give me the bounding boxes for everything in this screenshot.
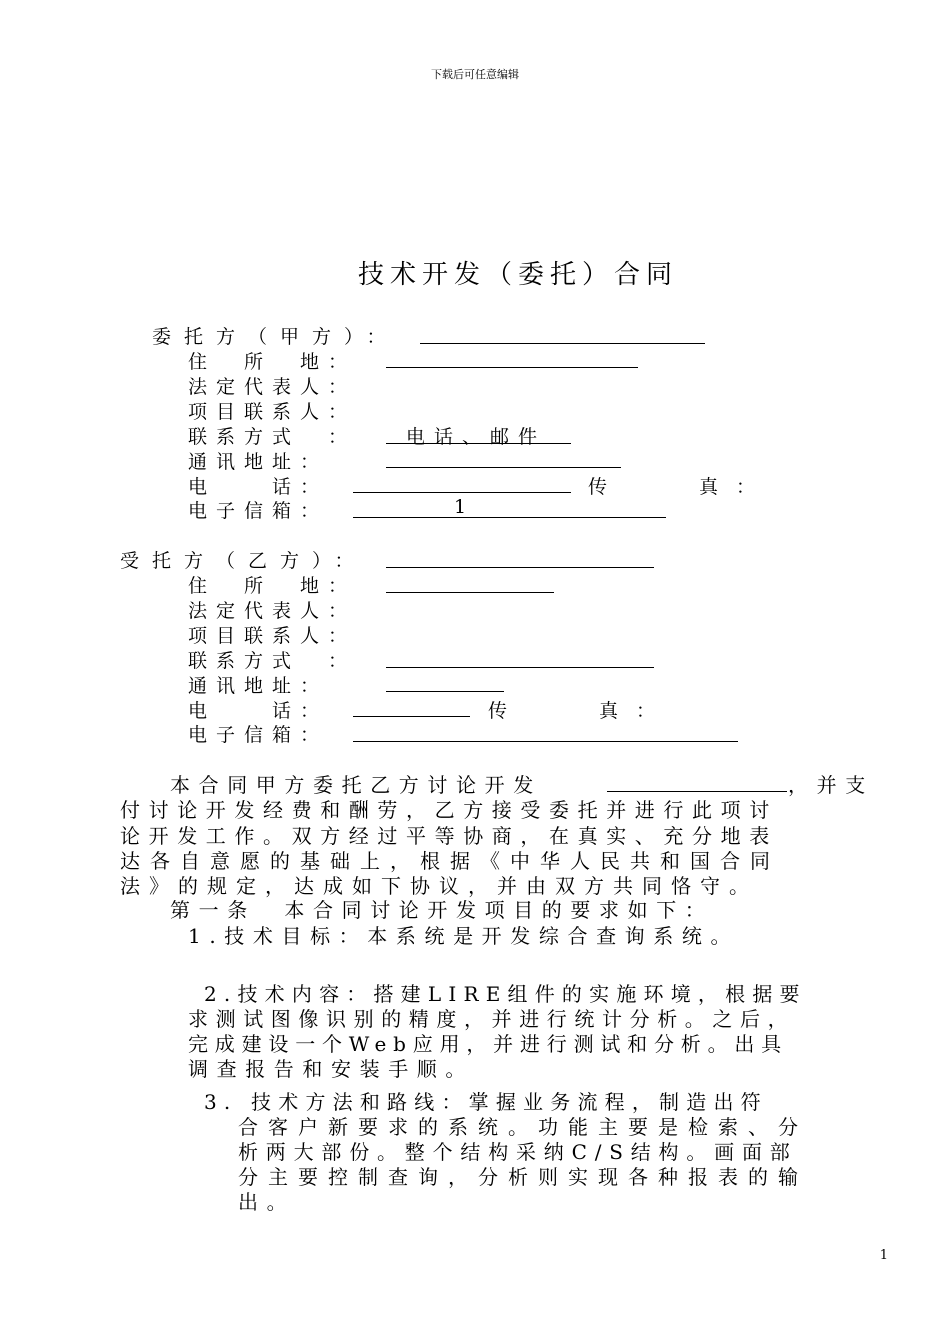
article-1-item-2-line-2: 求测试图像识别的精度，并进行统计分析。之后， [188, 1007, 796, 1031]
page-number: 1 [879, 1248, 888, 1263]
article-1-heading: 第一条 本合同讨论开发项目的要求如下： [170, 898, 714, 922]
party-a-address-label: 住 所 地： [188, 351, 357, 373]
party-a-method-label: 联系方式 ： [188, 426, 357, 448]
party-a-mail-label: 通讯地址： [188, 451, 329, 473]
party-b-rep-label: 法定代表人： [188, 600, 357, 622]
party-b-mail-label: 通讯地址： [188, 675, 329, 697]
article-1-item-3-line-3: 析两大部份。整个结构采纳C/S结构。画面部 [238, 1140, 798, 1164]
party-b-heading: 受托方（乙方）： [120, 550, 367, 572]
party-b-contact-label: 项目联系人： [188, 625, 357, 647]
party-a-fax-label: 传 真： [588, 476, 774, 498]
intro-line-1-end: ，并支 [788, 773, 874, 797]
intro-line-2: 付讨论开发经费和酬劳，乙方接受委托并进行此项讨 [120, 798, 778, 822]
party-b-method-line [386, 667, 654, 668]
article-1-item-3-line-1: 3. 技术方法和路线：掌握业务流程，制造出符 [204, 1090, 768, 1114]
project-name-line [607, 791, 787, 792]
party-a-email-line [353, 517, 666, 518]
party-a-mail-line [386, 467, 621, 468]
party-a-contact-label: 项目联系人： [188, 401, 357, 423]
party-b-address-label: 住 所 地： [188, 575, 357, 597]
party-b-name-line [386, 567, 654, 568]
article-1-item-2-line-1: 2.技术内容：搭建LIRE组件的实施环境，根据要 [204, 982, 807, 1006]
party-a-method-line [386, 443, 571, 444]
party-b-email-label: 电子信箱： [188, 724, 329, 746]
party-a-rep-label: 法定代表人： [188, 376, 357, 398]
intro-line-4: 达各自意愿的基础上，根据《中华人民共和国合同 [120, 849, 780, 873]
party-b-address-line [386, 592, 554, 593]
party-b-phone-line [353, 716, 470, 717]
party-b-email-line [353, 741, 738, 742]
party-b-method-label: 联系方式 ： [188, 650, 357, 672]
party-b-fax-label: 传 真： [488, 700, 674, 722]
intro-line-1-start: 本合同甲方委托乙方讨论开发 [170, 773, 542, 797]
party-a-address-line [386, 367, 638, 368]
article-1-item-1: 1.技术目标：本系统是开发综合查询系统。 [188, 924, 740, 948]
intro-line-3: 论开发工作。双方经过平等协商，在真实、充分地表 [120, 824, 778, 848]
article-1-item-3-line-4: 分主要控制查询，分析则实现各种报表的输 [238, 1165, 808, 1189]
party-a-phone-label: 电 话： [188, 476, 329, 498]
party-a-email-label: 电子信箱： [188, 500, 329, 522]
article-1-item-3-line-5: 出。 [238, 1190, 296, 1214]
party-a-heading: 委托方（甲方）： [152, 326, 399, 348]
article-1-item-2-line-4: 调查报告和安装手顺。 [188, 1057, 474, 1081]
party-a-phone-line [353, 492, 571, 493]
party-b-mail-line [386, 691, 504, 692]
party-a-name-line [420, 343, 705, 344]
header-note: 下载后可任意编辑 [431, 68, 519, 81]
document-title: 技术开发（委托）合同 [357, 260, 678, 290]
intro-line-5: 法》的规定，达成如下协议，并由双方共同恪守。 [120, 874, 758, 898]
article-1-item-3-line-2: 合客户新要求的系统。功能主要是检索、分 [238, 1115, 808, 1139]
article-1-item-2-line-3: 完成建设一个Web应用，并进行测试和分析。出具 [188, 1032, 788, 1056]
party-a-method-value: 电话、邮件 [406, 426, 547, 448]
party-a-email-value: 1 [454, 496, 476, 518]
party-b-phone-label: 电 话： [188, 700, 329, 722]
